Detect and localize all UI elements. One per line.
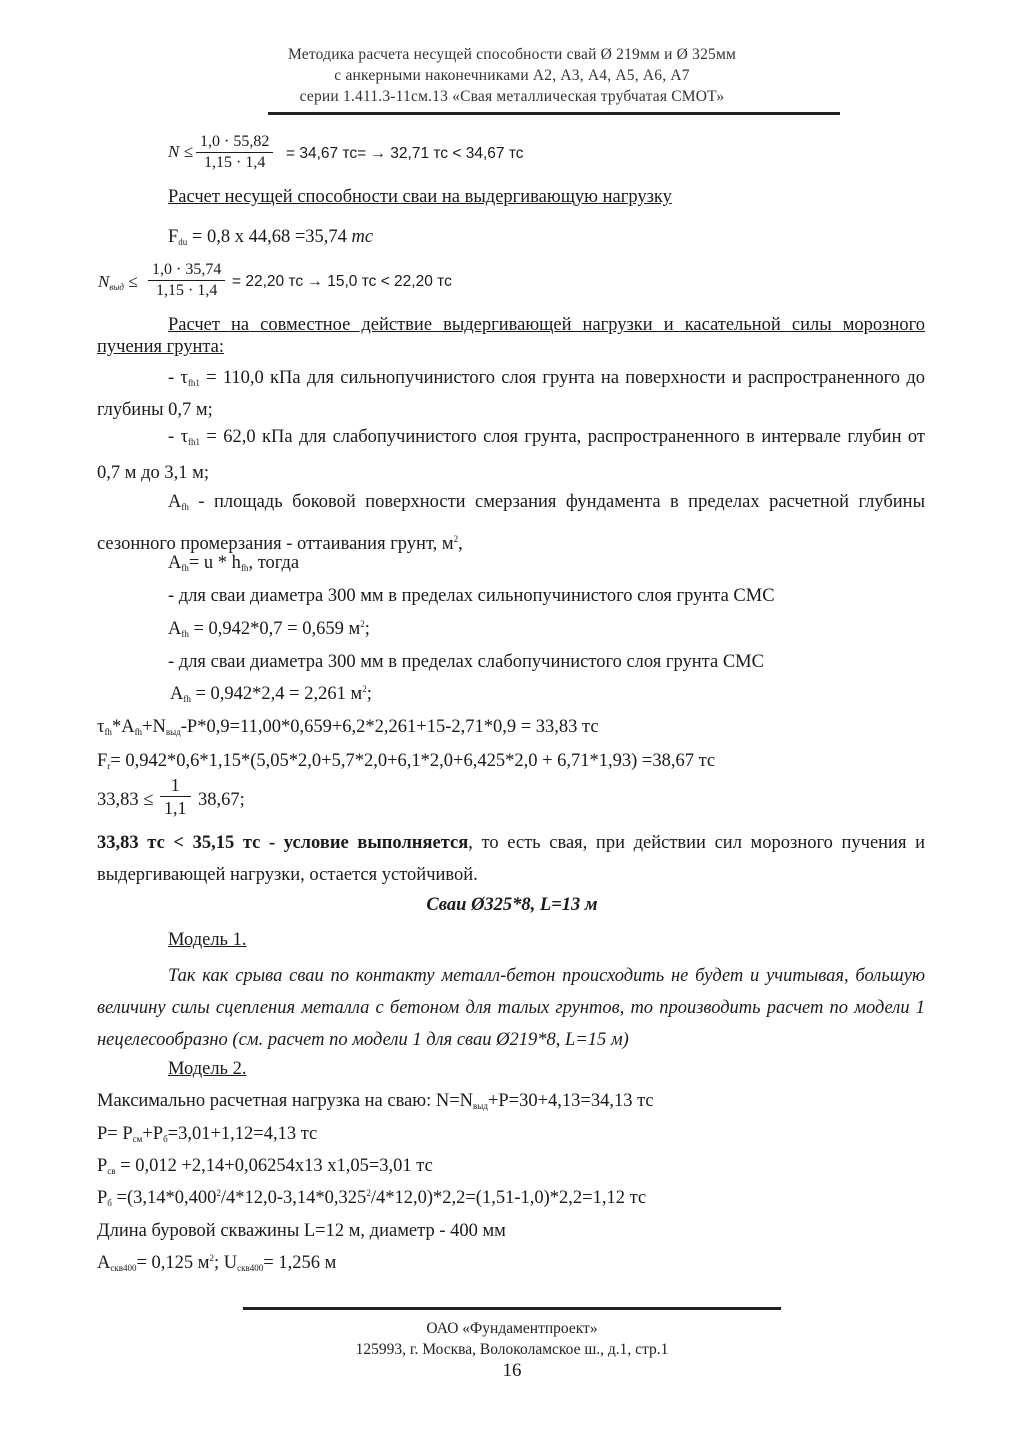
afh2-tail: ; <box>366 684 372 704</box>
result-paragraph <box>97 827 925 891</box>
p-mid: +P <box>142 1124 164 1144</box>
fdu-unit: тс <box>351 227 374 247</box>
tau-rest: -P*0,9=11,00*0,659+6,2*2,261+15-2,71*0,9 = 33,83 тс <box>180 717 599 737</box>
header-rule <box>268 112 840 115</box>
psv-rest: = 0,012 +2,14+0,06254х13 х1,05=3,01 тс <box>115 1156 433 1176</box>
tau-subscript: fh <box>104 727 112 737</box>
page-footer <box>0 1318 1024 1360</box>
page-header <box>0 44 1024 107</box>
afh1-superscript: 2 <box>360 619 365 629</box>
pb-part-b: /4*12,0-3,14*0,325 <box>220 1188 367 1208</box>
ineq-denominator: 1,1 <box>160 796 191 819</box>
tau-mid-2: +N <box>142 717 166 737</box>
tau-mid-1: *A <box>111 717 135 737</box>
fdu-line <box>168 227 373 248</box>
area-u-value: = 1,256 м <box>263 1253 337 1273</box>
afh-strong-line <box>168 619 370 640</box>
afh2-equation: = 0,942*2,4 = 2,261 м <box>190 684 363 704</box>
p1-subscript: fh1 <box>187 378 200 388</box>
pb-line <box>97 1188 646 1209</box>
afh-subscript-2: fh <box>240 563 249 573</box>
footer-line-1: ОАО «Фундаментпроект» <box>426 1320 598 1337</box>
psv-subscript: св <box>107 1166 116 1176</box>
afh-symbol: A <box>168 553 182 573</box>
footer-line-2: 125993, г. Москва, Волоколамское ш., д.1, стр.1 <box>355 1341 669 1358</box>
psv-line <box>97 1156 433 1177</box>
paragraph-tau-strong <box>97 365 925 424</box>
p-symbol: P= P <box>97 1124 133 1144</box>
formula1-result: = 34,67 тс= → 32,71 тс < 34,67 тс <box>286 145 524 162</box>
formula1-denominator: 1,15 · 1,4 <box>204 154 266 171</box>
model2-title: Модель 2. <box>168 1059 247 1079</box>
section-combined-title: Расчет на совместное действие выдергивающей нагрузки и касательной силы морозного пучения грунта: <box>97 315 925 357</box>
p2-prefix: - τ <box>168 427 189 447</box>
tau-subscript-2: fh <box>134 727 143 737</box>
afh1-symbol: A <box>168 619 182 639</box>
psv-symbol: P <box>97 1156 108 1176</box>
pb-part-c: /4*12,0)*2,2=(1,51-1,0)*2,2=1,12 тс <box>370 1188 647 1208</box>
pb-superscript-1: 2 <box>216 1188 221 1198</box>
fr-subscript: r <box>107 761 111 771</box>
pb-superscript-2: 2 <box>366 1188 371 1198</box>
header-line-2: с анкерными наконечниками А2, А3, А4, А5, А6, А7 <box>334 67 690 84</box>
p3-superscript: 2 <box>453 534 459 544</box>
fr-symbol: F <box>97 751 108 771</box>
p3-tail: , <box>458 534 463 554</box>
weak-layer-line: - для сваи диаметра 300 мм в пределах слабопучинистого слоя грунта СМС <box>168 652 764 672</box>
max-rest: +P=30+4,13=34,13 тс <box>487 1091 654 1111</box>
max-subscript: выд <box>473 1101 488 1111</box>
p2-subscript: fh1 <box>188 437 201 447</box>
ineq-fraction <box>160 774 191 819</box>
fr-line <box>97 751 715 772</box>
tau-subscript-3: выд <box>165 727 181 737</box>
formula2-le: ≤ <box>128 272 138 291</box>
p1-prefix: - τ <box>168 368 188 388</box>
result-normal: , то есть свая, при действии сил морозного пучения и выдергивающей нагрузки, остается устойчивой. <box>97 833 925 885</box>
paragraph-afh-definition <box>97 486 925 560</box>
formula2-result: = 22,20 тс → 15,0 тс < 22,20 тс <box>232 273 452 290</box>
pb-subscript: б <box>107 1198 112 1208</box>
area-u-symbol: ; U <box>214 1253 238 1273</box>
model1-title: Модель 1. <box>168 930 247 950</box>
formula2-lhs <box>98 272 138 292</box>
max-load-line <box>97 1091 654 1112</box>
p-rest: =3,01+1,12=4,13 тс <box>167 1124 318 1144</box>
p-subscript-1: см <box>132 1134 143 1144</box>
result-bold: 33,83 тс < 35,15 тс - условие выполняется <box>97 833 469 853</box>
ineq-lhs: 33,83 ≤ <box>97 790 154 810</box>
p3-text: - площадь боковой поверхности смерзания фундамента в пределах расчетной глубины сезонного промерзания - оттаивания грунт, м <box>97 492 925 554</box>
ineq-rhs: 38,67; <box>198 790 245 810</box>
strong-layer-line: - для сваи диаметра 300 мм в пределах сильнопучинистого слоя грунта СМС <box>168 586 775 606</box>
formula1-numerator: 1,0 · 55,82 <box>196 132 273 153</box>
borehole-length-line: Длина буровой скважины L=12 м, диаметр - 400 мм <box>97 1221 506 1241</box>
fdu-subscript: du <box>178 237 188 247</box>
afh2-subscript: fh <box>183 694 191 704</box>
tau-force-line <box>97 717 599 738</box>
afh2-symbol: A <box>170 684 184 704</box>
area-symbol: A <box>97 1253 111 1273</box>
area-value: = 0,125 м <box>136 1253 210 1273</box>
section-uplift-title: Расчет несущей способности сваи на выдергивающую нагрузку <box>168 187 672 207</box>
area-subscript-1: скв400 <box>110 1263 137 1273</box>
formula2-subscript: выд <box>109 282 124 292</box>
formula2-numerator: 1,0 · 35,74 <box>148 260 225 281</box>
borehole-area-line <box>97 1253 336 1274</box>
area-subscript-2: скв400 <box>237 1263 264 1273</box>
header-line-3: серии 1.411.3-11см.13 «Свая металлическая трубчатая СМОТ» <box>299 88 725 105</box>
page-number: 16 <box>502 1360 522 1381</box>
max-text: Максимально расчетная нагрузка на сваю: N=N <box>97 1091 474 1111</box>
afh-weak-line <box>170 684 372 705</box>
p-subscript-2: б <box>163 1134 168 1144</box>
fr-rest: = 0,942*0,6*1,15*(5,05*2,0+5,7*2,0+6,1*2,0+6,425*2,0 + 6,71*1,93) =38,67 тс <box>110 751 716 771</box>
pb-part-a: =(3,14*0,400 <box>111 1188 217 1208</box>
afh-definition-line <box>168 553 299 574</box>
formula2-fraction <box>148 260 225 301</box>
p-sum-line <box>97 1124 317 1145</box>
afh-equation: = u * h <box>188 553 241 573</box>
formula2-denominator: 1,15 · 1,4 <box>156 282 218 299</box>
header-line-1: Методика расчета несущей способности свай Ø 219мм и Ø 325мм <box>288 46 736 63</box>
formula1-lhs: N ≤ <box>168 142 193 161</box>
ineq-numerator: 1 <box>170 775 180 795</box>
area-superscript: 2 <box>209 1253 215 1263</box>
afh2-superscript: 2 <box>362 684 367 694</box>
formula2-symbol: N <box>98 272 110 291</box>
model1-text: Так как срыва сваи по контакту металл-бетон происходить не будет и учитывая, большую величину силы сцепления металла с бетоном для талых грунтов, то производить расчет по модели 1 нецелесообразно (см. расчет по модели 1 для сваи Ø219*8, L=15 м) <box>97 966 925 1050</box>
afh1-tail: ; <box>364 619 370 639</box>
footer-rule <box>243 1307 781 1310</box>
afh-tail: , тогда <box>248 553 300 573</box>
p2-text: = 62,0 кПа для слабопучинистого слоя грунта, распространенного в интервале глубин от 0,7 м до 3,1 м; <box>97 427 925 483</box>
formula1-fraction <box>196 132 273 173</box>
tau-symbol: τ <box>97 717 105 737</box>
paragraph-tau-weak <box>97 422 925 489</box>
fdu-symbol: F <box>168 227 179 247</box>
afh1-equation: = 0,942*0,7 = 0,659 м <box>188 619 361 639</box>
afh-subscript: fh <box>181 563 189 573</box>
piles-title: Сваи Ø325*8, L=13 м <box>426 895 598 915</box>
afh1-subscript: fh <box>181 629 189 639</box>
p1-text: = 110,0 кПа для сильнопучинистого слоя грунта на поверхности и распространенного до глубины 0,7 м; <box>97 368 925 420</box>
p3-prefix: A <box>168 492 182 512</box>
p3-subscript: fh <box>181 502 189 512</box>
pb-symbol: P <box>97 1188 108 1208</box>
fdu-expression: = 0,8 х 44,68 =35,74 <box>191 227 347 247</box>
